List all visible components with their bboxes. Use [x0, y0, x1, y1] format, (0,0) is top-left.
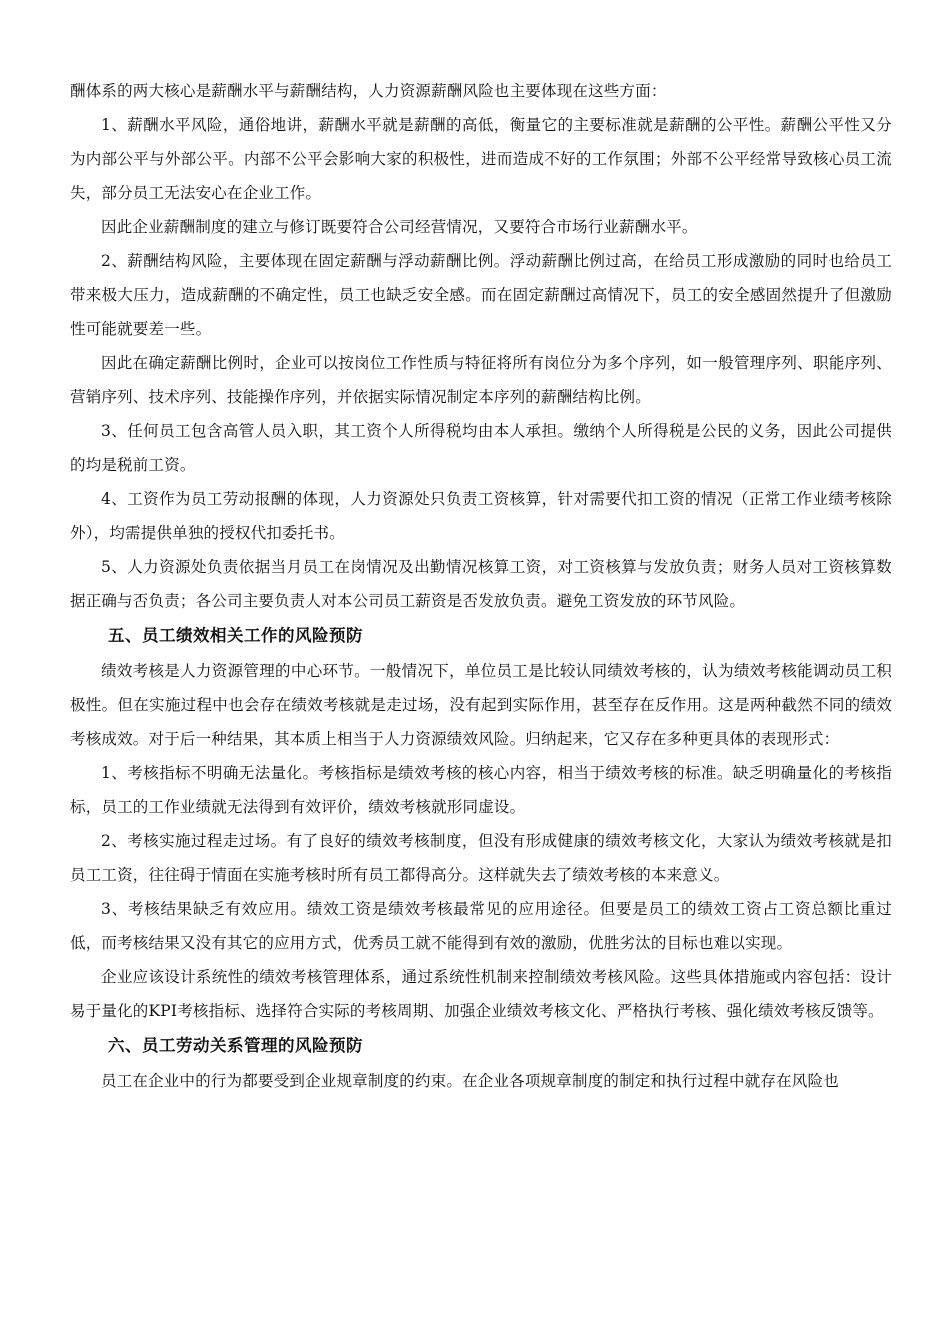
para-continuation-core: 酬体系的两大核心是薪酬水平与薪酬结构，人力资源薪酬风险也主要体现在这些方面： — [70, 82, 667, 100]
para-performance-system: 企业应该设计系统性的绩效考核管理体系，通过系统性机制来控制绩效考核风险。这些具体措施或内容包括：设计易于量化的KPI考核指标、选择符合实际的考核周期、加强企业绩效考核文化、严格执行考核、强化绩效考核反馈等。 — [70, 968, 892, 1020]
para-wage-responsibility: 5、人力资源处负责依据当月员工在岗情况及出勤情况核算工资，对工资核算与发放负责；财务人员对工资核算数据正确与否负责；各公司主要负责人对本公司员工薪资是否发放负责。避免工资发放的环节风险。 — [70, 558, 892, 610]
para-wage-deduction: 4、工资作为员工劳动报酬的体现，人力资源处只负责工资核算，针对需要代扣工资的情况（正常工作业绩考核除外），均需提供单独的授权代扣委托书。 — [70, 490, 892, 542]
heading-section-5: 五、员工绩效相关工作的风险预防 — [108, 626, 363, 645]
para-salary-structure-risk: 2、薪酬结构风险，主要体现在固定薪酬与浮动薪酬比例。浮动薪酬比例过高，在给员工形成激励的同时也给员工带来极大压力，造成薪酬的不确定性，员工也缺乏安全感。而在固定薪酬过高情况下，员工的安全感固然提升了但激励性可能就要差一些。 — [70, 252, 892, 338]
document-body — [70, 74, 892, 1098]
para-income-tax: 3、任何员工包含高管人员入职，其工资个人所得税均由本人承担。缴纳个人所得税是公民的义务，因此公司提供的均是税前工资。 — [70, 422, 892, 474]
para-salary-level-risk: 1、薪酬水平风险，通俗地讲，薪酬水平就是薪酬的高低，衡量它的主要标准就是薪酬的公平性。薪酬公平性又分为内部公平与外部公平。内部不公平会影响大家的积极性，进而造成不好的工作氛围；外部不公平经常导致核心员工流失，部分员工无法安心在企业工作。 — [70, 116, 892, 202]
para-indicator-unclear: 1、考核指标不明确无法量化。考核指标是绩效考核的核心内容，相当于绩效考核的标准。缺乏明确量化的考核指标，员工的工作业绩就无法得到有效评价，绩效考核就形同虚设。 — [70, 764, 892, 816]
para-formality: 2、考核实施过程走过场。有了良好的绩效考核制度，但没有形成健康的绩效考核文化，大家认为绩效考核就是扣员工工资，往往碍于情面在实施考核时所有员工都得高分。这样就失去了绩效考核的本来意义。 — [70, 832, 892, 884]
heading-section-6: 六、员工劳动关系管理的风险预防 — [108, 1036, 363, 1055]
para-salary-system-revision: 因此企业薪酬制度的建立与修订既要符合公司经营情况，又要符合市场行业薪酬水平。 — [101, 218, 698, 236]
para-salary-ratio-sequence: 因此在确定薪酬比例时，企业可以按岗位工作性质与特征将所有岗位分为多个序列，如一般管理序列、职能序列、营销序列、技术序列、技能操作序列，并依据实际情况制定本序列的薪酬结构比例。 — [70, 354, 892, 406]
para-performance-intro: 绩效考核是人力资源管理的中心环节。一般情况下，单位员工是比较认同绩效考核的，认为绩效考核能调动员工积极性。但在实施过程中也会存在绩效考核就是走过场，没有起到实际作用，甚至存在反作用。这是两种截然不同的绩效考核成效。对于后一种结果，其本质上相当于人力资源绩效风险。归纳起来，它又存在多种更具体的表现形式： — [70, 662, 892, 748]
para-result-application: 3、考核结果缺乏有效应用。绩效工资是绩效考核最常见的应用途径。但要是员工的绩效工资占工资总额比重过低，而考核结果又没有其它的应用方式，优秀员工就不能得到有效的激励，优胜劣汰的目标也难以实现。 — [70, 900, 892, 952]
para-labor-relations: 员工在企业中的行为都要受到企业规章制度的约束。在企业各项规章制度的制定和执行过程中就存在风险也 — [101, 1072, 839, 1090]
